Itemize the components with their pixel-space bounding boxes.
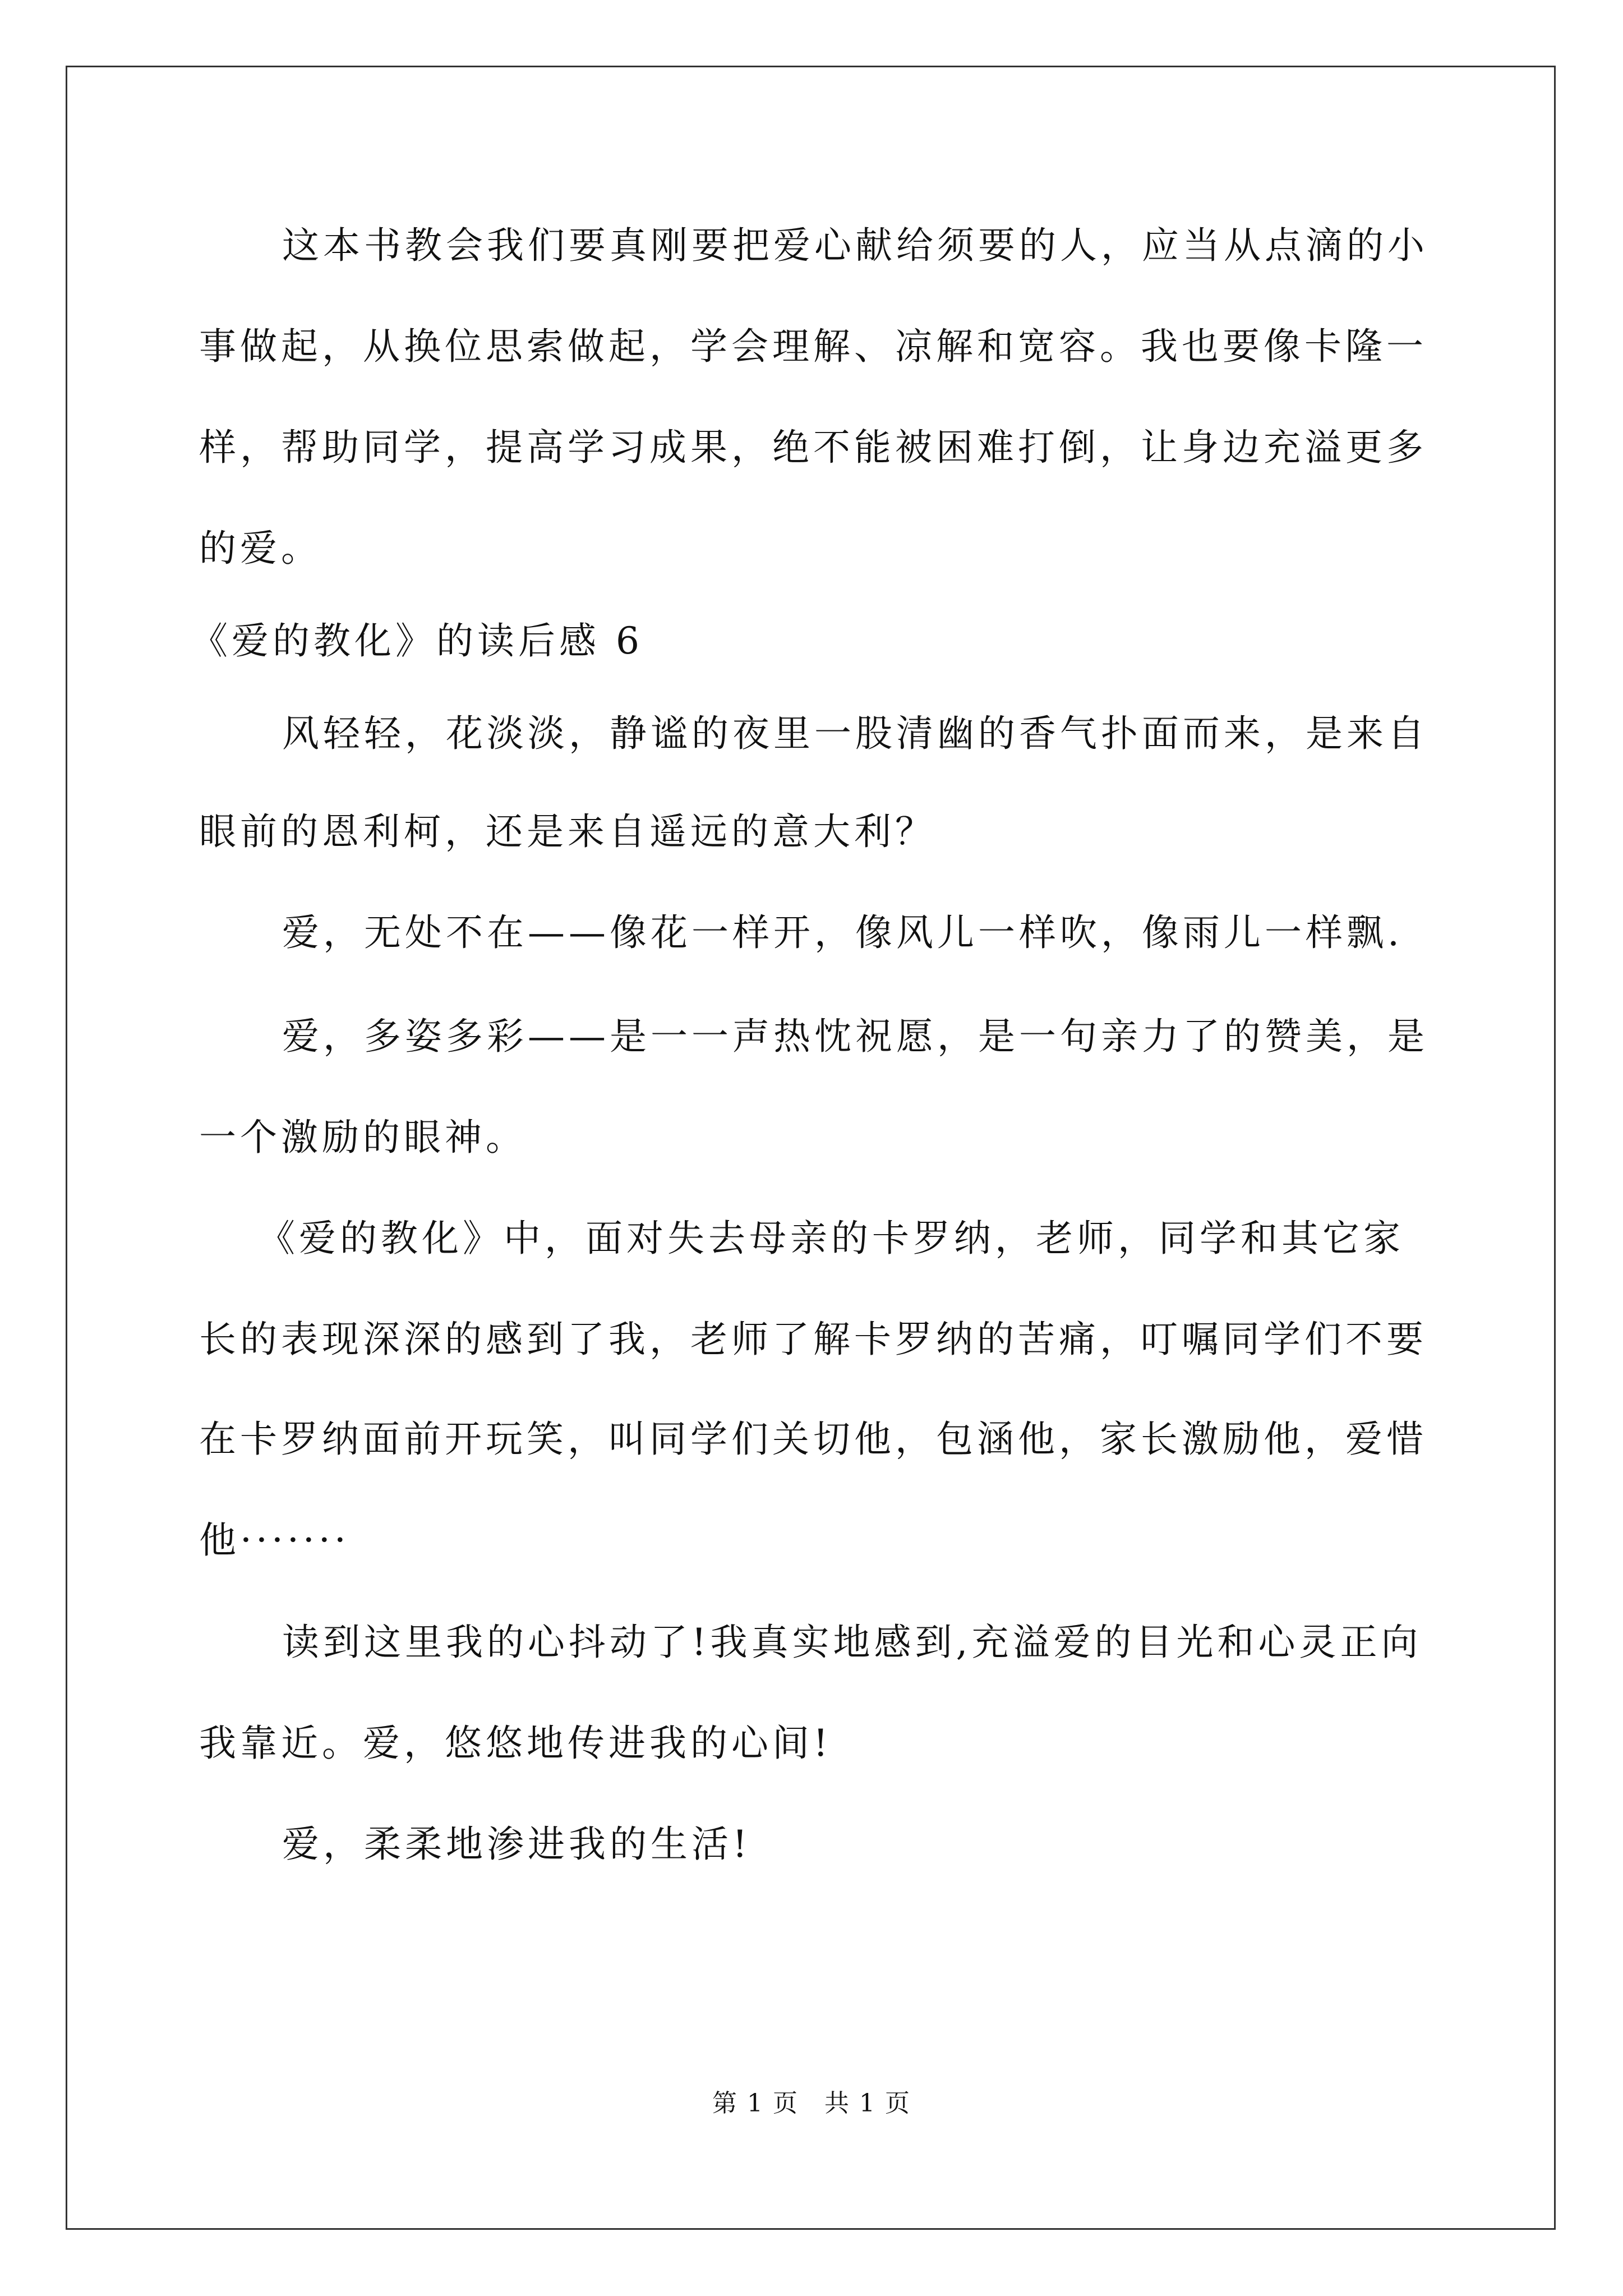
paragraph-line: 我靠近。爱，悠悠地传进我的心间!	[199, 1722, 832, 1765]
paragraph-line: 长的表现深深的感到了我，老师了解卡罗纳的苦痛，叮嘱同学们不要	[199, 1318, 1427, 1361]
paragraph-line: 一个激励的眼神。	[199, 1116, 527, 1159]
paragraph-line: 在卡罗纳面前开玩笑，叫同学们关切他，包涵他，家长激励他，爱惜	[199, 1418, 1427, 1461]
paragraph-line: 他·······	[199, 1519, 350, 1562]
paragraph-line: 的爱。	[199, 527, 322, 570]
paragraph-line: 读到这里我的心抖动了!我真实地感到,充溢爱的目光和心灵正向	[282, 1621, 1422, 1664]
section-heading: 《爱的教化》的读后感 6	[191, 619, 643, 662]
paragraph-line: 这本书教会我们要真刚要把爱心献给须要的人，应当从点滴的小	[282, 224, 1428, 267]
paragraph-line: 风轻轻，花淡淡，静谧的夜里一股清幽的香气扑面而来，是来自	[282, 712, 1428, 755]
paragraph-line: 事做起，从换位思索做起，学会理解、凉解和宽容。我也要像卡隆一	[199, 325, 1427, 368]
paragraph-line: 爱，柔柔地渗进我的生活!	[282, 1823, 751, 1866]
paragraph-line: 爱，多姿多彩——是一一声热忱祝愿，是一句亲力了的赞美，是	[282, 1015, 1428, 1058]
paragraph-line: 样，帮助同学，提高学习成果，绝不能被困难打倒，让身边充溢更多	[199, 426, 1427, 469]
page-number: 第 1 页 共 1 页	[712, 2089, 911, 2118]
paragraph-line: 《爱的教化》中，面对失去母亲的卡罗纳，老师，同学和其它家	[258, 1217, 1404, 1260]
paragraph-line: 眼前的恩利柯，还是来自遥远的意大利？	[199, 810, 936, 853]
paragraph-line: 爱，无处不在——像花一样开，像风儿一样吹，像雨儿一样飘.	[282, 911, 1403, 954]
